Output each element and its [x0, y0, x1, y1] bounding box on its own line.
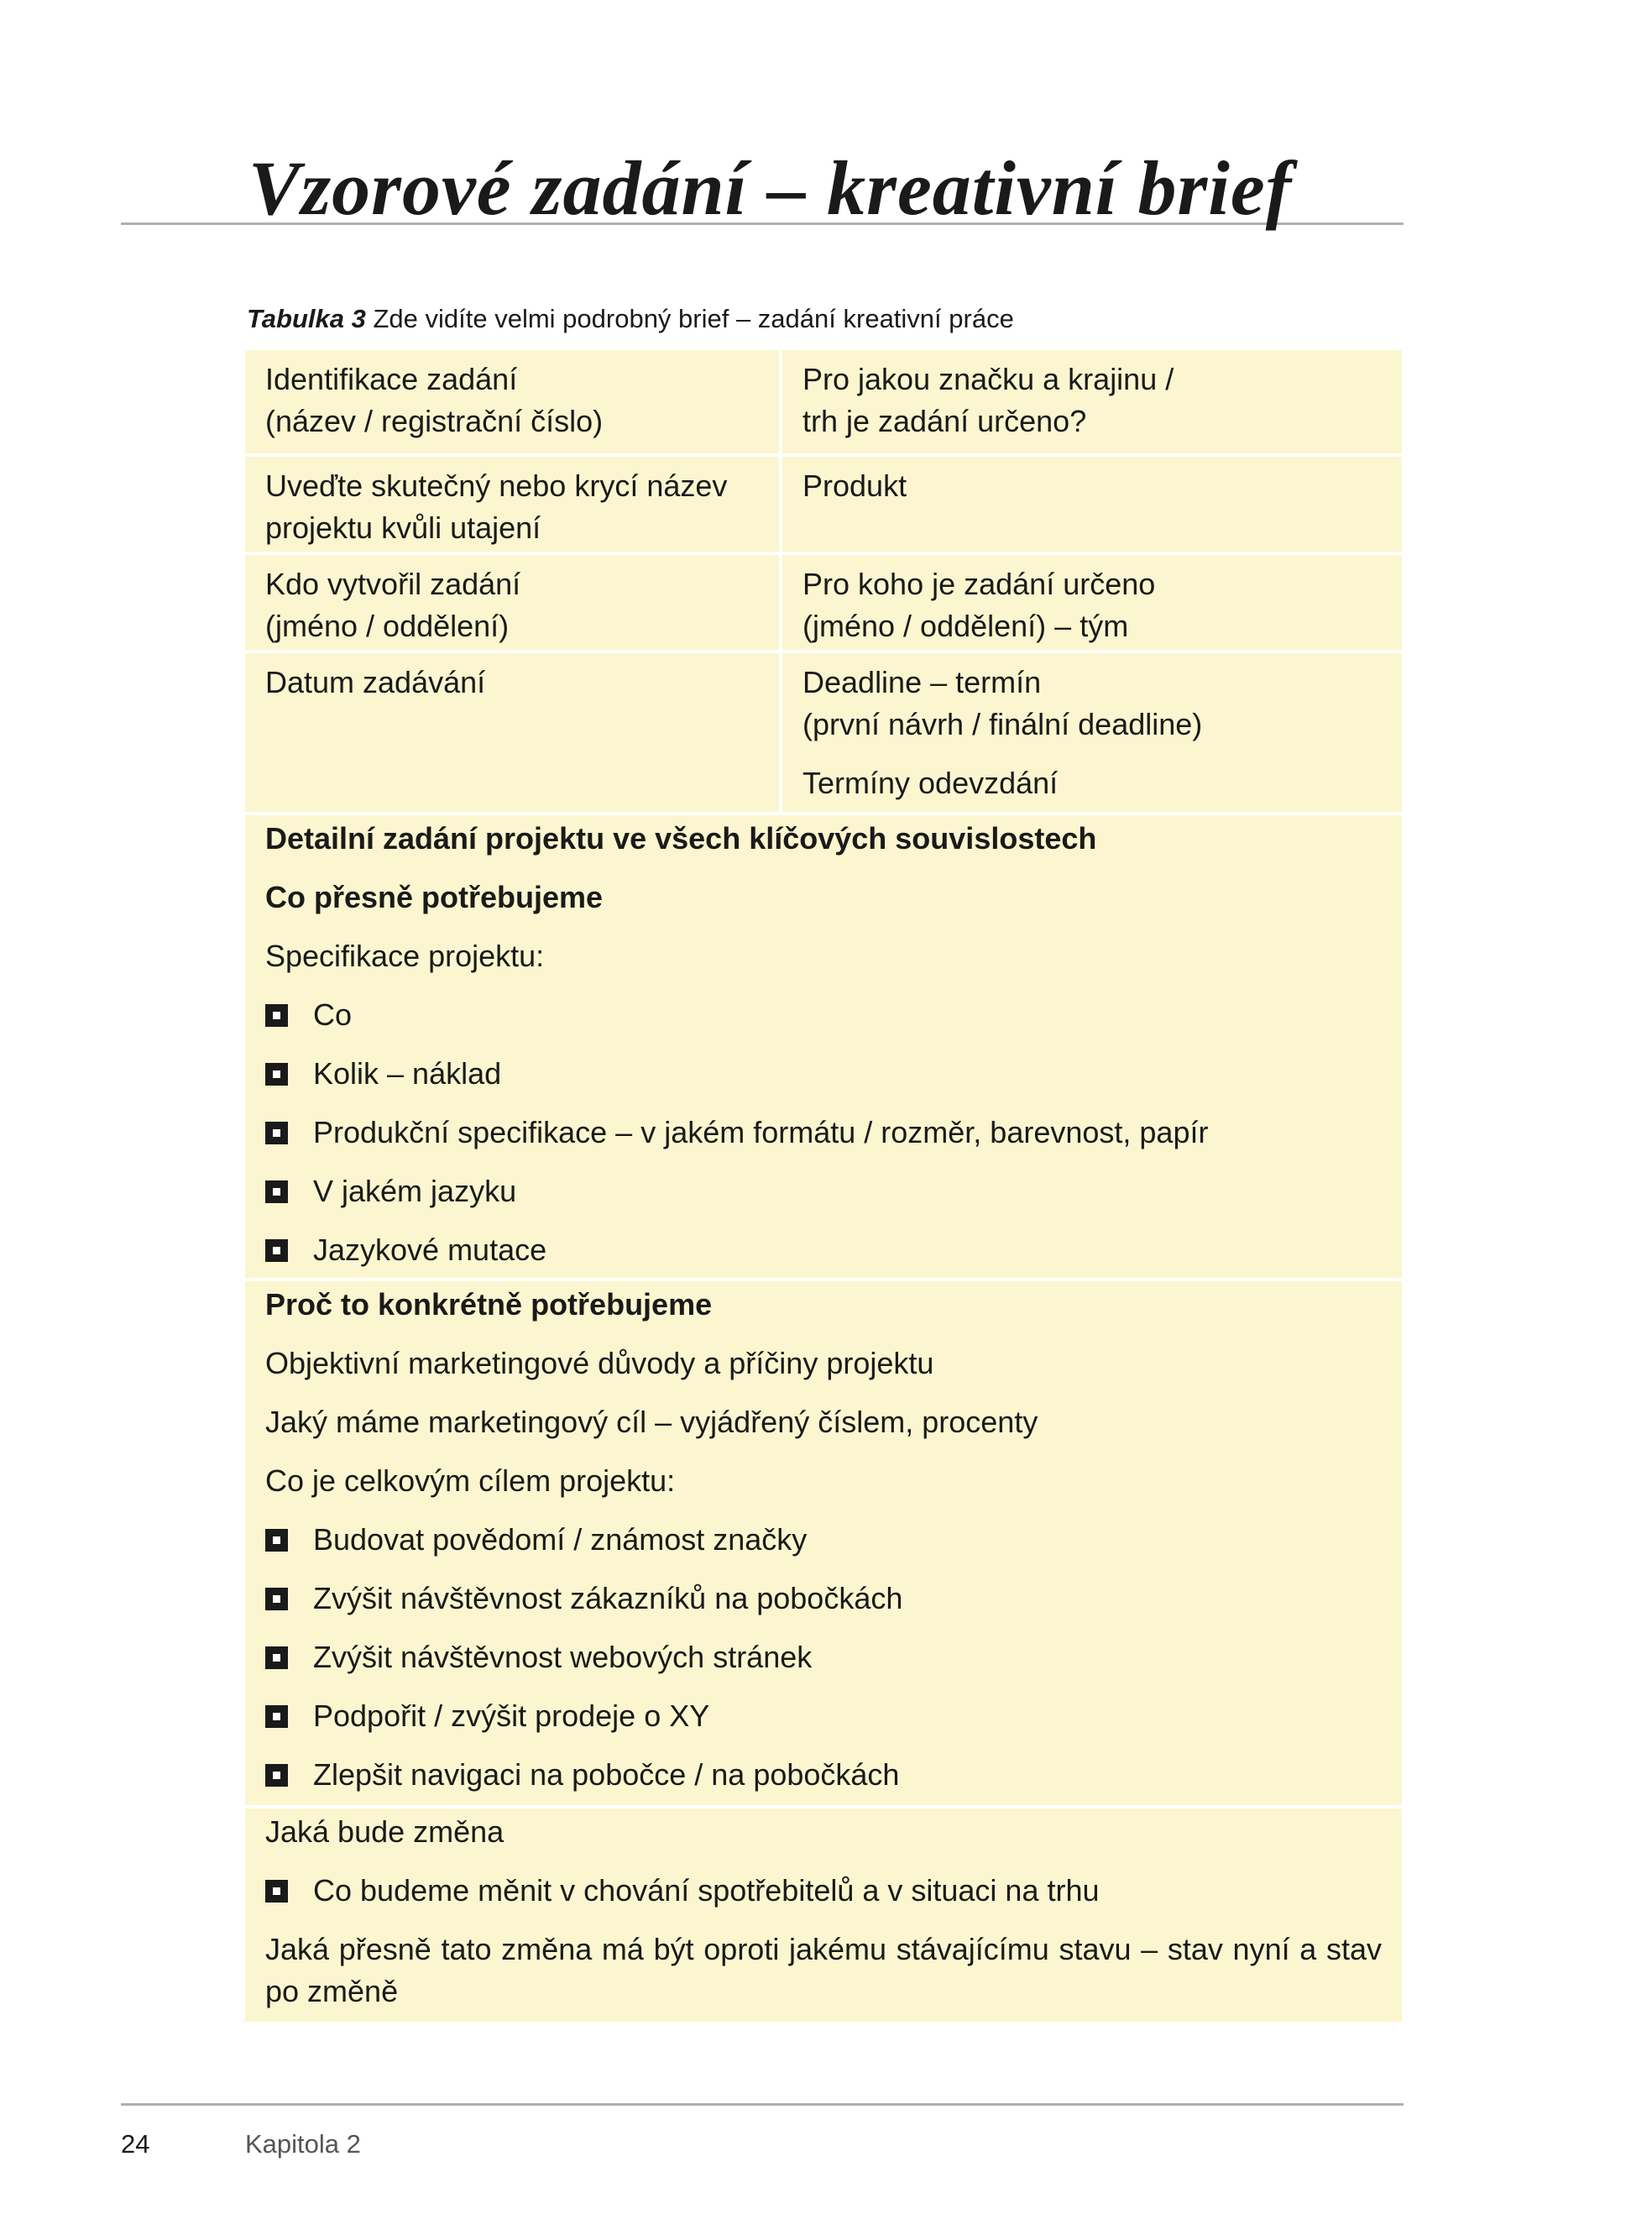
section-heading: Jaká bude změna: [265, 1814, 504, 1849]
list-item-text: Produkční specifikace – v jakém formátu / rozměr, barevnost, papír: [313, 1115, 1209, 1149]
cell-project-name: [245, 457, 779, 552]
cell-line: Termíny odevzdání: [802, 766, 1059, 800]
square-bullet-icon: [265, 1122, 288, 1144]
list-item-text: Kolik – náklad: [313, 1056, 502, 1091]
section-change: [245, 1808, 1402, 2022]
cell-line: (jméno / oddělení): [265, 609, 510, 643]
square-bullet-icon: [265, 1880, 288, 1903]
section-intro: Specifikace projektu:: [265, 939, 545, 973]
list-item: [265, 1861, 1382, 1920]
section-heading: Detailní zadání projektu ve všech klíčových souvislostech: [265, 821, 1097, 856]
cell-line: Deadline – termín: [802, 665, 1042, 699]
list-item: [265, 1044, 1382, 1103]
cell-line: Pro jakou značku a krajinu /: [802, 362, 1174, 396]
page-title: Vzorové zadání – kreativní brief: [248, 145, 1293, 231]
cell-line: Produkt: [802, 468, 907, 503]
list-item: [265, 1103, 1382, 1162]
list-item: [265, 1687, 1382, 1746]
footer-rule: [121, 2103, 1404, 2106]
table-caption: [247, 304, 1014, 334]
square-bullet-icon: [265, 1239, 288, 1262]
cell-line: projektu kvůli utajení: [265, 510, 541, 545]
cell-line: Identifikace zadání: [265, 362, 518, 396]
list-item: [265, 1569, 1382, 1628]
cell-line: Pro koho je zadání určeno: [802, 567, 1156, 601]
cell-recipient: [782, 555, 1402, 650]
section-subheading: Co přesně potřebujeme: [265, 880, 604, 914]
cell-author: [245, 555, 779, 650]
list-item-text: Co budeme měnit v chování spotřebitelů a v situaci na trhu: [313, 1873, 1100, 1908]
cell-line: (první návrh / finální deadline): [802, 707, 1203, 741]
cell-product: [782, 457, 1402, 552]
list-item: [265, 1221, 1382, 1280]
square-bullet-icon: [265, 1764, 288, 1787]
list-item: [265, 1162, 1382, 1221]
cell-line: Uveďte skutečný nebo krycí název: [265, 468, 728, 503]
cell-deadline: [782, 653, 1402, 812]
cell-line: Kdo vytvořil zadání: [265, 567, 521, 601]
list-item-text: Zlepšit navigaci na pobočce / na pobočkách: [313, 1757, 900, 1792]
list-item: [265, 1510, 1382, 1569]
page-number: 24: [121, 2129, 150, 2159]
square-bullet-icon: [265, 1063, 288, 1086]
section-line: Co je celkovým cílem projektu:: [265, 1463, 676, 1498]
list-item-text: V jakém jazyku: [313, 1174, 517, 1208]
cell-identification: [245, 350, 779, 453]
list-item-text: Co: [313, 997, 353, 1032]
list-item-text: Zvýšit návštěvnost zákazníků na pobočkách: [313, 1581, 903, 1615]
cell-line: trh je zadání určeno?: [802, 404, 1087, 438]
list-item-text: Budovat povědomí / známost značky: [313, 1522, 808, 1557]
section-what: [245, 815, 1402, 1278]
square-bullet-icon: [265, 1529, 288, 1552]
section-line: Objektivní marketingové důvody a příčiny projektu: [265, 1346, 934, 1380]
square-bullet-icon: [265, 1646, 288, 1669]
square-bullet-icon: [265, 1004, 288, 1027]
cell-line: Datum zadávání: [265, 665, 486, 699]
caption-text: Zde vidíte velmi podrobný brief – zadání kreativní práce: [365, 304, 1014, 333]
chapter-label: Kapitola 2: [245, 2129, 361, 2159]
cell-line: (jméno / oddělení) – tým: [802, 609, 1129, 643]
cell-date: [245, 653, 779, 812]
square-bullet-icon: [265, 1588, 288, 1610]
cell-brand-market: [782, 350, 1402, 453]
caption-label: Tabulka 3: [247, 304, 366, 333]
square-bullet-icon: [265, 1705, 288, 1728]
section-line: Jaký máme marketingový cíl – vyjádřený číslem, procenty: [265, 1405, 1038, 1439]
square-bullet-icon: [265, 1180, 288, 1203]
list-item: [265, 986, 1382, 1044]
list-item-text: Zvýšit návštěvnost webových stránek: [313, 1640, 813, 1674]
section-why: [245, 1281, 1402, 1805]
list-item: [265, 1746, 1382, 1804]
section-paragraph: Jaká přesně tato změna má být oproti jakému stávajícímu stavu – stav nyní a stav po změně: [265, 1932, 1382, 2008]
list-item-text: Podpořit / zvýšit prodeje o XY: [313, 1698, 710, 1733]
list-item-text: Jazykové mutace: [313, 1233, 547, 1267]
list-item: [265, 1628, 1382, 1687]
section-heading: Proč to konkrétně potřebujeme: [265, 1287, 713, 1322]
cell-line: (název / registrační číslo): [265, 404, 604, 438]
